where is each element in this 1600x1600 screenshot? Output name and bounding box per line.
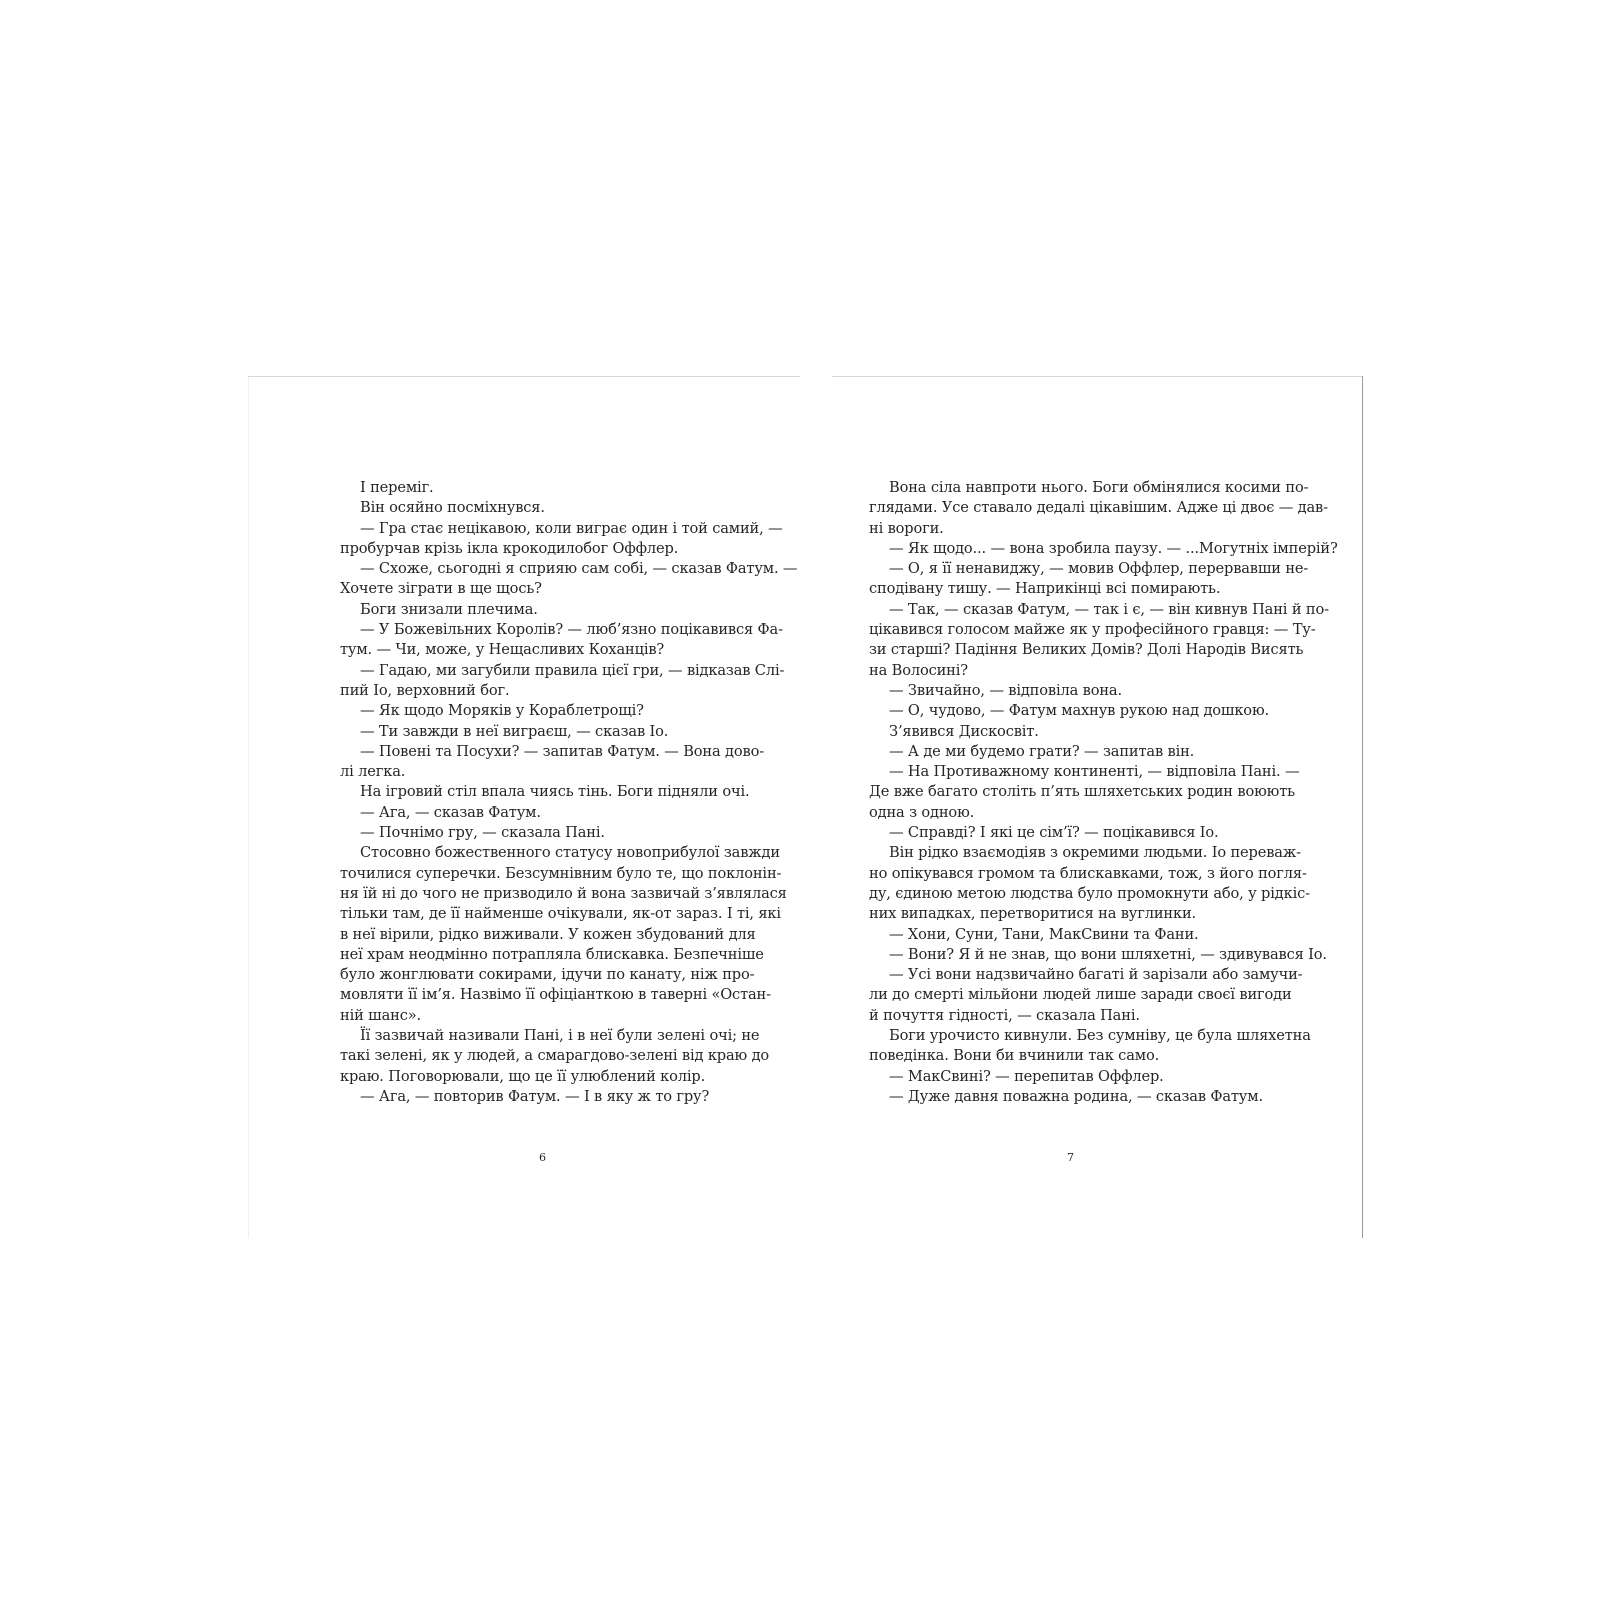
- text-line: — Почнімо гру, — сказала Пані.: [360, 824, 605, 842]
- text-line: Де вже багато століть п’ять шляхетських родин воюють: [869, 783, 1295, 801]
- text-line: було жонглювати сокирами, ідучи по канату, ніж про-: [340, 966, 755, 984]
- text-line: сподівану тишу. — Наприкінці всі помирають.: [869, 580, 1221, 598]
- text-line: — Звичайно, — відповіла вона.: [889, 681, 1122, 699]
- text-line: Стосовно божественного статусу новоприбулої завжди: [360, 844, 780, 862]
- right-page-number: 7: [1067, 1151, 1074, 1164]
- text-line: — О, чудово, — Фатум махнув рукою над дошкою.: [889, 702, 1269, 720]
- text-line: Хочете зіграти в ще щось?: [340, 580, 542, 598]
- text-line: — Гра стає нецікавою, коли виграє один і той самий, —: [360, 519, 783, 537]
- text-line: — Вони? Я й не знав, що вони шляхетні, — здивувався Іо.: [889, 945, 1327, 963]
- text-line: ду, єдиною метою людства було промокнути або, у рідкіс-: [869, 884, 1310, 902]
- text-line: ли до смерті мільйони людей лише заради своєї вигоди: [869, 986, 1292, 1004]
- text-line: глядами. Усе ставало дедалі цікавішим. Адже ці двоє — дав-: [869, 499, 1328, 517]
- text-line: І переміг.: [360, 479, 434, 496]
- text-line: — Гадаю, ми загубили правила цієї гри, — відказав Слі-: [360, 661, 785, 679]
- text-line: ній шанс».: [340, 1006, 421, 1024]
- text-line: поведінка. Вони би вчинили так само.: [869, 1047, 1160, 1065]
- text-line: мовляти її ім’я. Назвімо її офіціанткою в таверні «Остан-: [340, 986, 771, 1004]
- left-page-text: [340, 478, 798, 1107]
- text-line: — Усі вони надзвичайно багаті й зарізали або замучи-: [889, 966, 1303, 984]
- left-page-edge: [248, 376, 249, 1238]
- text-line: точилися суперечки. Безсумнівним було те, що поклонін-: [340, 864, 782, 882]
- text-line: но опікувався громом та блискавками, тож, з його погля-: [869, 864, 1307, 882]
- text-line: неї храм неодмінно потрапляла блискавка. Безпечніше: [340, 945, 764, 963]
- text-line: — Справді? І які це сім’ї? — поцікавився Іо.: [889, 824, 1219, 842]
- text-line: — Схоже, сьогодні я сприяю сам собі, — сказав Фатум. —: [360, 560, 798, 578]
- text-line: — Ти завжди в неї виграєш, — сказав Іо.: [360, 722, 669, 740]
- text-line: й почуття гідності, — сказала Пані.: [869, 1006, 1140, 1024]
- text-line: цікавився голосом майже як у професійного гравця: — Ту-: [869, 621, 1316, 639]
- text-line: тільки там, де її найменше очікували, як-от зараз. І ті, які: [340, 905, 781, 923]
- text-line: — А де ми будемо грати? — запитав він.: [889, 742, 1195, 760]
- text-line: Він осяйно посміхнувся.: [360, 499, 545, 517]
- text-line: — Як щодо Моряків у Кораблетрощі?: [360, 702, 644, 720]
- text-line: ня їй ні до чого не призводило й вона зазвичай з’являлася: [340, 884, 787, 902]
- text-line: зи старші? Падіння Великих Домів? Долі Народів Висять: [869, 641, 1304, 659]
- text-line: Її зазвичай називали Пані, і в неї були зелені очі; не: [360, 1027, 760, 1045]
- text-line: — Як щодо... — вона зробила паузу. — ...Могутніх імперій?: [889, 539, 1338, 557]
- text-line: Боги знизали плечима.: [360, 600, 538, 618]
- text-line: — О, я її ненавиджу, — мовив Оффлер, перервавши не-: [889, 560, 1309, 578]
- left-page-top-edge: [248, 376, 800, 377]
- right-page-edge: [1362, 376, 1363, 1238]
- text-line: краю. Поговорювали, що це її улюблений колір.: [340, 1067, 706, 1085]
- text-line: На ігровий стіл впала чиясь тінь. Боги підняли очі.: [360, 783, 750, 801]
- text-line: З’явився Дискосвіт.: [889, 722, 1039, 740]
- text-line: — Дуже давня поважна родина, — сказав Фатум.: [889, 1087, 1263, 1105]
- text-line: — Повені та Посухи? — запитав Фатум. — Вона дово-: [360, 742, 764, 760]
- text-line: лі легка.: [340, 763, 406, 781]
- text-line: них випадках, перетворитися на вуглинки.: [869, 905, 1197, 923]
- text-line: ні вороги.: [869, 519, 944, 537]
- text-line: — У Божевільних Королів? — люб’язно поцікавився Фа-: [360, 621, 783, 639]
- right-page-top-edge: [832, 376, 1362, 377]
- text-line: — На Противажному континенті, — відповіла Пані. —: [889, 763, 1300, 781]
- text-line: пий Іо, верховний бог.: [340, 681, 510, 699]
- text-line: — Хони, Суни, Тани, МакСвини та Фани.: [889, 925, 1199, 943]
- text-line: — МакСвині? — перепитав Оффлер.: [889, 1067, 1164, 1085]
- right-page-text: [869, 478, 1338, 1107]
- text-line: одна з одною.: [869, 803, 975, 821]
- text-line: в неї вірили, рідко виживали. У кожен збудований для: [340, 925, 756, 943]
- text-line: тум. — Чи, може, у Нещасливих Коханців?: [340, 641, 665, 659]
- text-line: — Ага, — повторив Фатум. — І в яку ж то гру?: [360, 1087, 710, 1105]
- text-line: такі зелені, як у людей, а смарагдово-зелені від краю до: [340, 1047, 770, 1065]
- text-line: — Так, — сказав Фатум, — так і є, — він кивнув Пані й по-: [889, 600, 1329, 618]
- left-page-number: 6: [539, 1151, 546, 1164]
- text-line: Він рідко взаємодіяв з окремими людьми. Іо переваж-: [889, 844, 1301, 862]
- text-line: на Волосині?: [869, 661, 968, 679]
- text-line: пробурчав крізь ікла крокодилобог Оффлер.: [340, 539, 679, 557]
- text-line: Вона сіла навпроти нього. Боги обмінялися косими по-: [889, 479, 1309, 496]
- text-line: — Ага, — сказав Фатум.: [360, 803, 541, 821]
- text-line: Боги урочисто кивнули. Без сумніву, це була шляхетна: [889, 1027, 1311, 1045]
